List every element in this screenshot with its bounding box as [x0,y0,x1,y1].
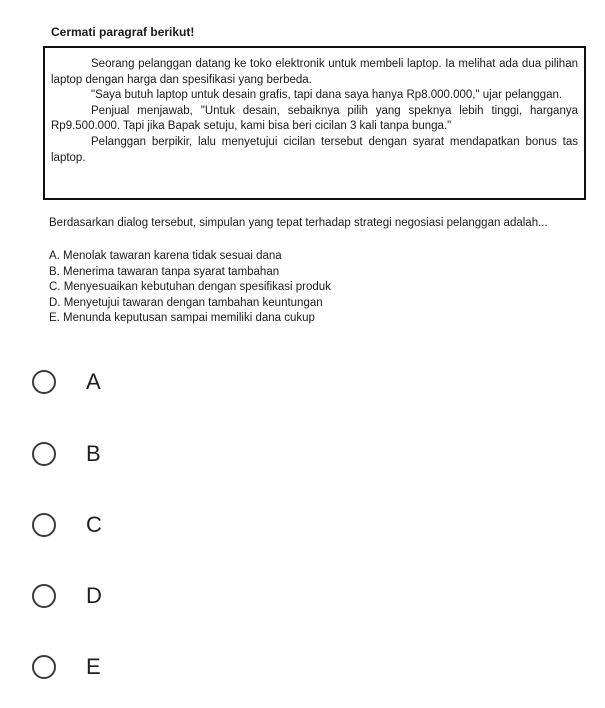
answer-option-label: E [86,654,101,679]
answer-option-c[interactable] [32,505,102,545]
passage-paragraph: "Saya butuh laptop untuk desain grafis, tapi dana saya hanya Rp8.000.000," ujar pelanggan. [91,89,563,102]
answer-option-e[interactable] [32,647,101,687]
choice-list [49,249,331,327]
radio-icon[interactable] [32,655,56,679]
choice-text-c: C. Menyesuaikan kebutuhan dengan spesifikasi produk [49,281,331,294]
passage-paragraph: Penjual menjawab, "Untuk desain, sebaiknya pilih yang speknya lebih tinggi, harganya Rp9.500.000. Tapi jika Bapak setuju, kami bisa beri cicilan 3 kali tanpa bunga." [51,104,578,133]
choice-text-d: D. Menyetujui tawaran dengan tambahan keuntungan [49,296,323,309]
choice-text-a: A. Menolak tawaran karena tidak sesuai dana [49,250,282,262]
answer-option-a[interactable] [32,362,101,402]
passage-paragraph: Pelanggan berpikir, lalu menyetujui cicilan tersebut dengan syarat mendapatkan bonus tas laptop. [51,135,578,164]
radio-icon[interactable] [32,370,56,394]
answer-option-label: C [86,512,102,537]
passage-box [43,46,586,200]
choice-text-b: B. Menerima tawaran tanpa syarat tambahan [49,265,280,278]
radio-icon[interactable] [32,442,56,466]
question-text: Berdasarkan dialog tersebut, simpulan yang tepat terhadap strategi negosiasi pelanggan adalah... [49,217,548,229]
passage-paragraph: Seorang pelanggan datang ke toko elektronik untuk membeli laptop. Ia melihat ada dua pilihan laptop dengan harga dan spesifikasi yang berbeda. [51,58,578,86]
answer-option-label: B [86,441,101,466]
choice-text-e: E. Menunda keputusan sampai memiliki dana cukup [49,312,315,325]
radio-icon[interactable] [32,513,56,537]
answer-option-label: A [86,369,101,394]
answer-option-b[interactable] [32,434,101,474]
answer-option-d[interactable] [32,576,102,616]
question-instruction: Cermati paragraf berikut! [51,25,195,39]
radio-icon[interactable] [32,584,56,608]
answer-option-label: D [86,583,102,608]
